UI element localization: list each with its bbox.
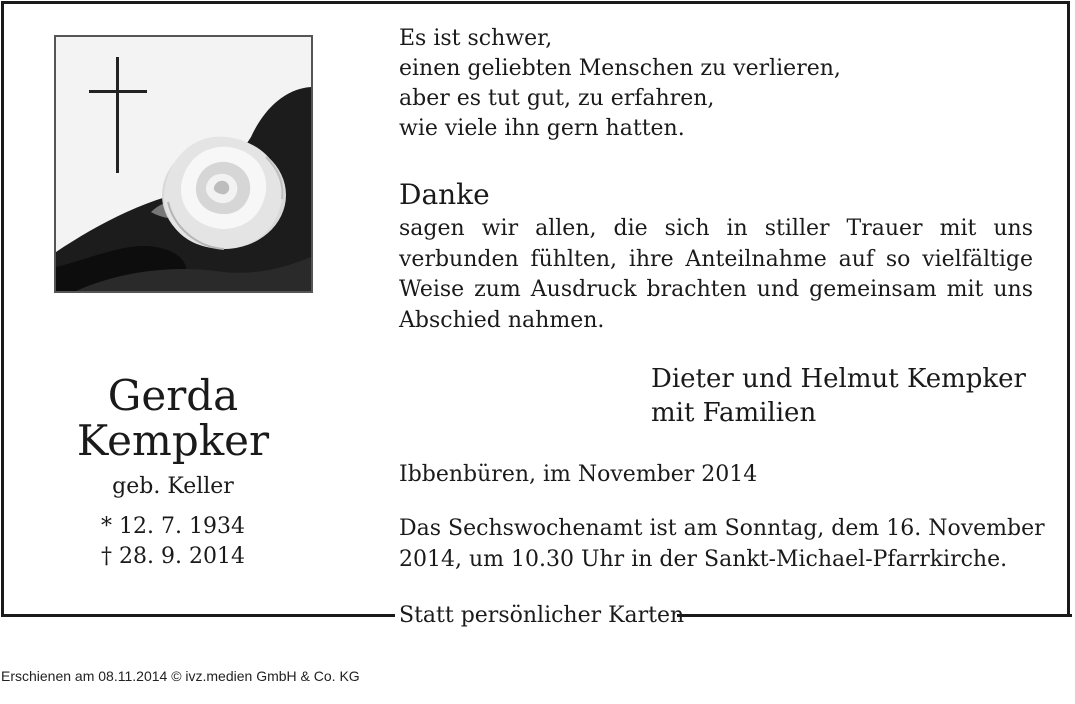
- signers: [651, 362, 1026, 430]
- service-line: 2014, um 10.30 Uhr in der Sankt-Michael-Pfarrkirche.: [399, 546, 1008, 572]
- maiden-name: geb. Keller: [112, 474, 234, 499]
- publication-credit: Erschienen am 08.11.2014 © ivz.medien GmbH & Co. KG: [1, 668, 360, 684]
- thanks-heading: Danke: [399, 178, 490, 211]
- poem-line: Es ist schwer,: [399, 26, 553, 51]
- death-date: † 28. 9. 2014: [101, 544, 245, 569]
- thanks-text: [399, 214, 1033, 336]
- deceased-last-name: Kempker: [76, 416, 270, 465]
- service-notice: [399, 513, 1045, 574]
- footer-note: Statt persönlicher Karten: [399, 603, 685, 628]
- rose-cross-image: [54, 35, 313, 293]
- thanks-line: Abschied nahmen.: [399, 307, 605, 333]
- poem-line: einen geliebten Menschen zu verlieren,: [399, 56, 841, 81]
- poem: [399, 24, 841, 144]
- place-date: Ibbenbüren, im November 2014: [399, 462, 758, 487]
- service-line: Das Sechswochenamt ist am Sonntag, dem 16. November: [399, 516, 1045, 541]
- frame-bottom-rule-left: [1, 614, 395, 617]
- poem-line: aber es tut gut, zu erfahren,: [399, 86, 715, 111]
- frame-bottom-rule-right: [677, 614, 1072, 617]
- birth-date: * 12. 7. 1934: [101, 514, 245, 539]
- life-dates: [48, 512, 298, 572]
- deceased-first-name: Gerda: [107, 371, 239, 420]
- poem-line: wie viele ihn gern hatten.: [399, 116, 685, 141]
- thanks-line: sagen wir allen, die sich in stiller Trauer mit uns: [399, 216, 1033, 241]
- thanks-line: verbunden fühlten, ihre Anteilnahme auf so vielfältige: [399, 246, 1033, 272]
- signers-line: mit Familien: [651, 398, 817, 428]
- thanks-line: Weise zum Ausdruck brachten und gemeinsam mit uns: [399, 277, 1033, 302]
- signers-line: Dieter und Helmut Kempker: [651, 364, 1026, 394]
